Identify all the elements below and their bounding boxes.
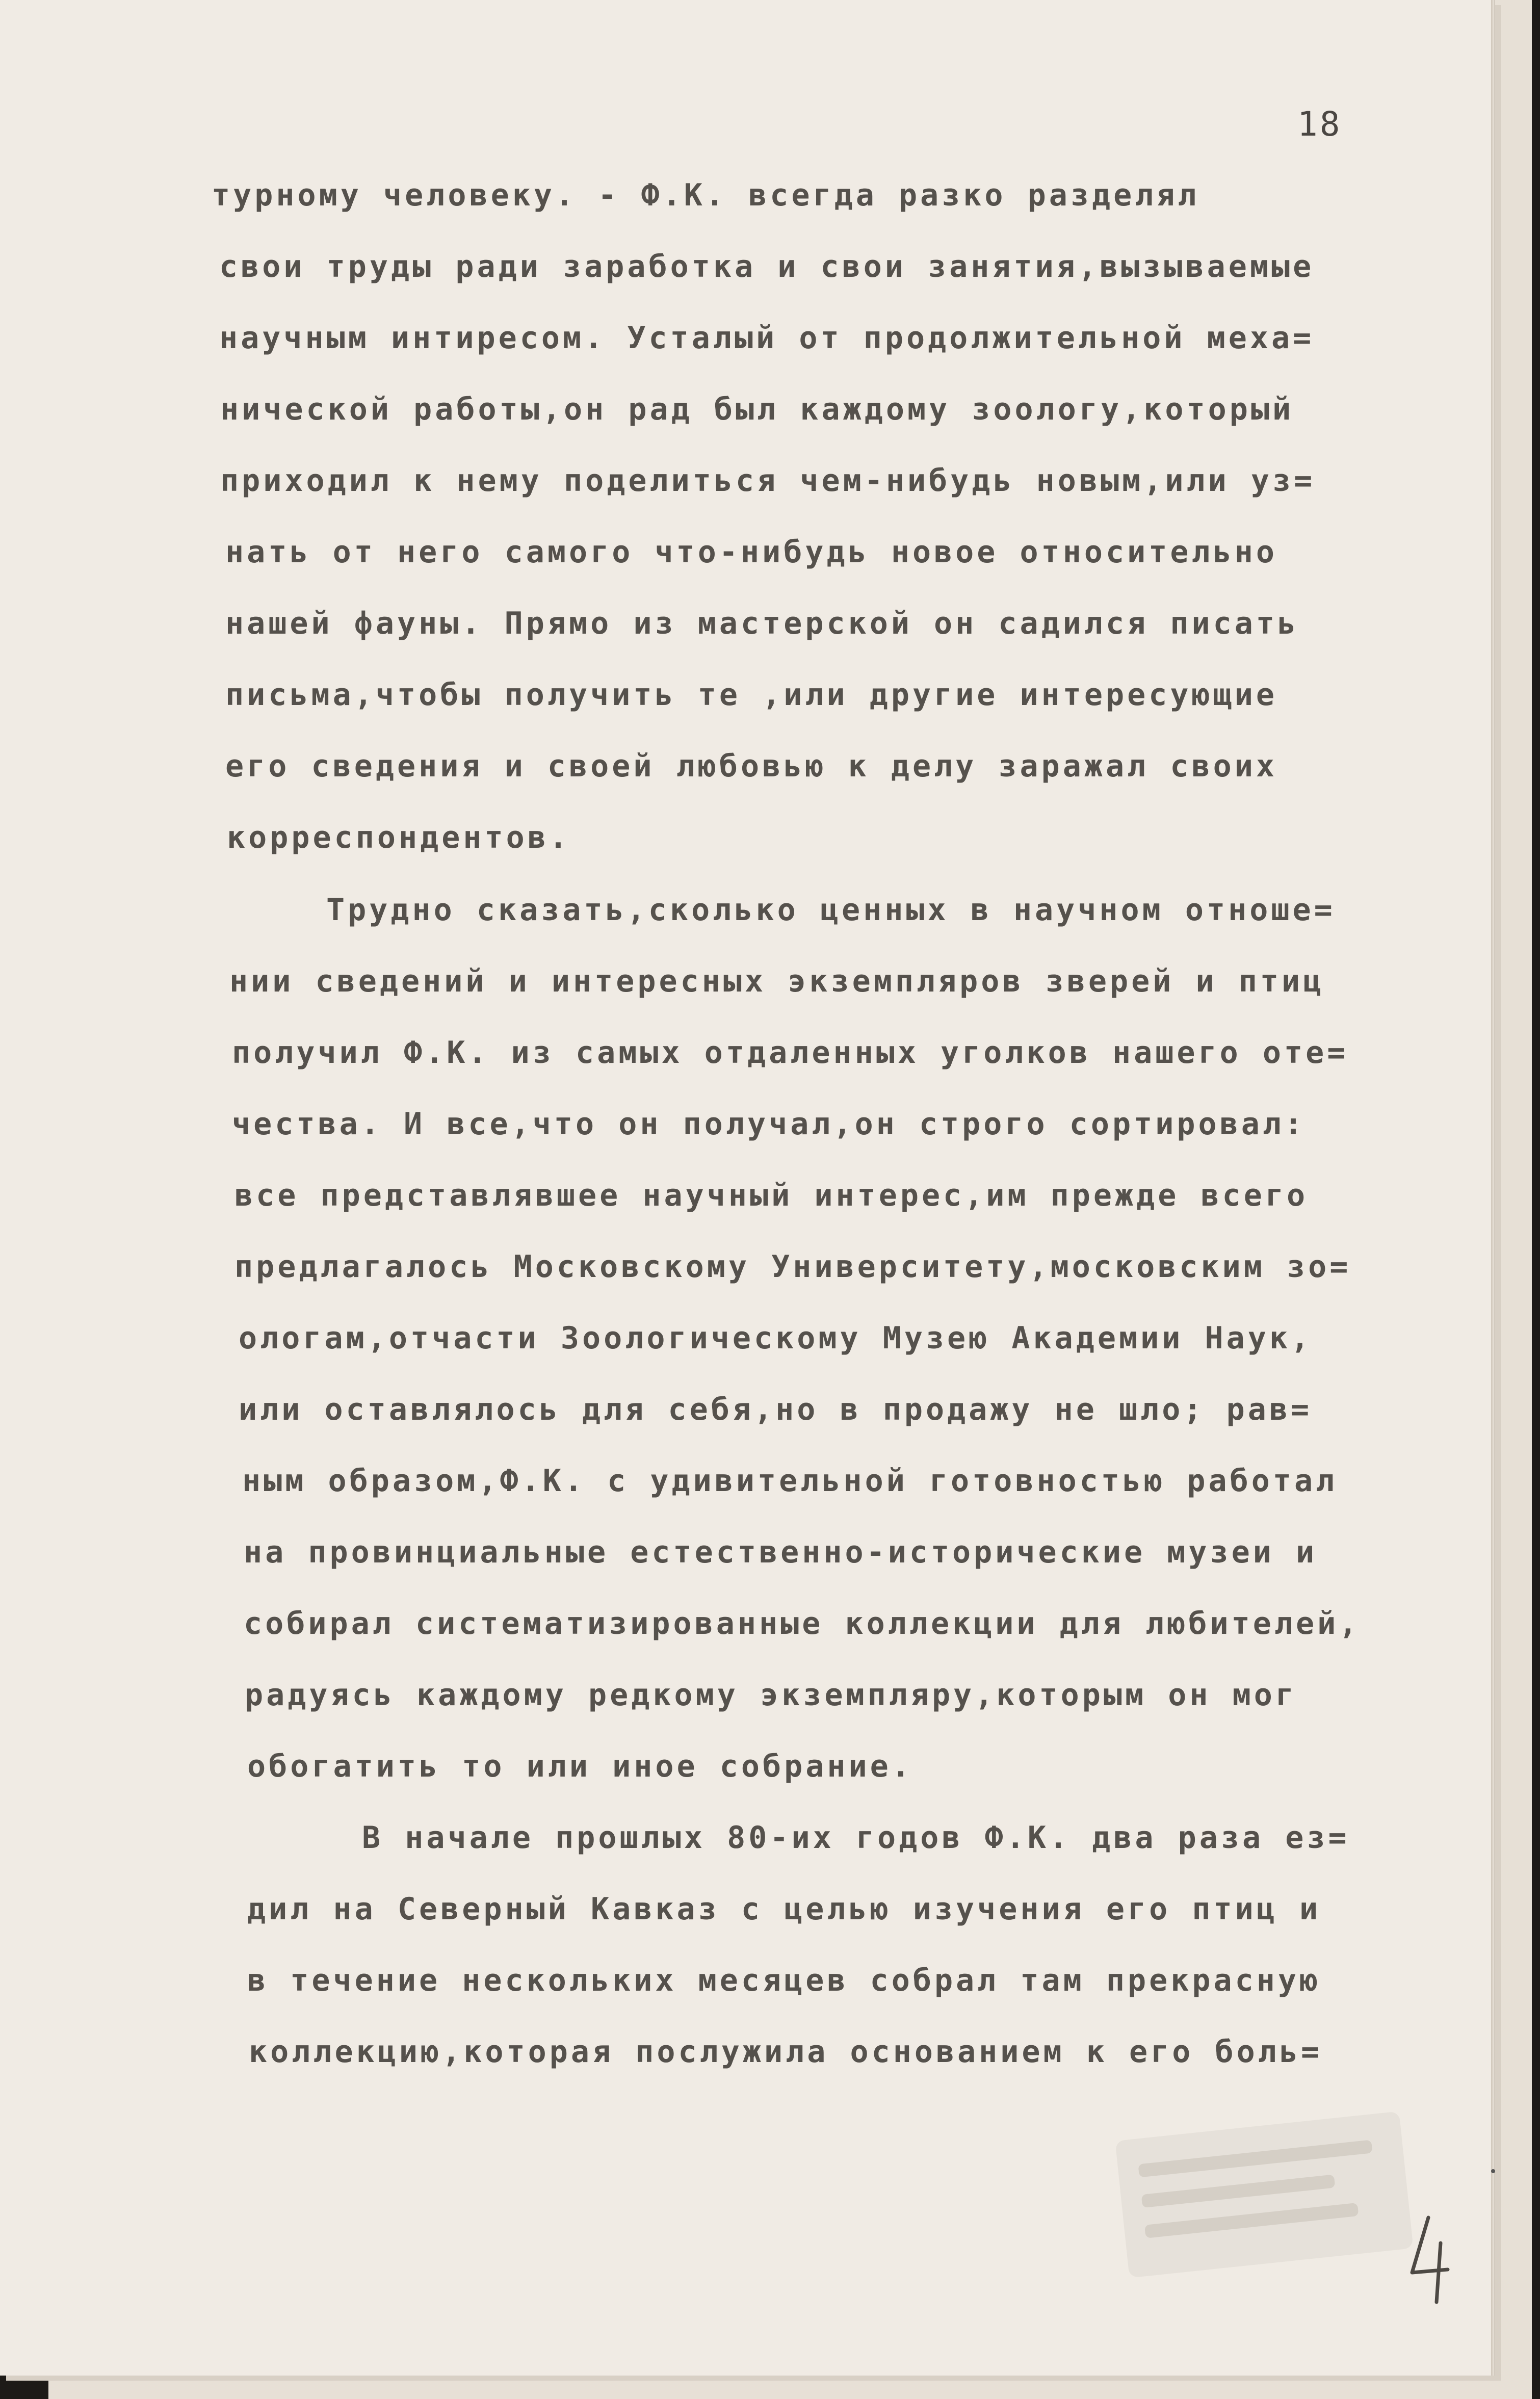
faint-stamp [1115, 2111, 1413, 2278]
text-line: обогатить то или иное собрание. [247, 1749, 913, 1784]
page-number: 18 [1297, 105, 1342, 144]
text-line: получил Ф.К. из самых отдаленных уголков нашего оте= [232, 1035, 1349, 1071]
ink-dot [1491, 2169, 1495, 2173]
text-line: собирал систематизированные коллекции для любителей, [244, 1606, 1361, 1641]
text-line: на провинциальные естественно-исторические музеи и [244, 1534, 1318, 1570]
text-line: радуясь каждому редкому экземпляру,которым он мог [245, 1677, 1297, 1713]
text-line: корреспондентов. [227, 820, 570, 855]
text-line: нической работы,он рад был каждому зоологу,который [220, 392, 1294, 427]
text-line: письма,чтобы получить те ,или другие интересующие [225, 677, 1278, 713]
text-line: приходил к нему поделиться чем-нибудь новым,или уз= [220, 463, 1316, 499]
text-line: свои труды ради заработка и свои занятия,вызываемые [219, 249, 1315, 284]
text-line: Трудно сказать,сколько ценных в научном отноше= [326, 892, 1336, 928]
text-line: ным образом,Ф.К. с удивительной готовностью работал [242, 1463, 1338, 1499]
text-line: дил на Северный Кавказ с целью изучения его птиц и [247, 1891, 1321, 1927]
text-line: все представлявшее научный интерес,им прежде всего [234, 1178, 1309, 1213]
text-line: в течение нескольких месяцев собрал там прекрасную [247, 1963, 1321, 1998]
text-line: предлагалось Московскому Университету,московским зо= [234, 1249, 1351, 1285]
text-line: нии сведений и интересных экземпляров зверей и птиц [229, 963, 1325, 999]
text-line: нать от него самого что-нибудь новое относительно [225, 534, 1278, 570]
text-line: его сведения и своей любовью к делу заражал своих [225, 748, 1278, 784]
text-line: турному человеку. - Ф.К. всегда разко разделял [212, 177, 1199, 213]
handwritten-sheet-number [1397, 2212, 1458, 2304]
text-line: коллекцию,которая послужила основанием к его боль= [249, 2034, 1323, 2070]
text-line: ологам,отчасти Зоологическому Музею Академии Наук, [239, 1320, 1313, 1356]
page-edge [1491, 0, 1494, 2376]
text-line: научным интиресом. Усталый от продолжительной меха= [219, 320, 1315, 356]
text-line: нашей фауны. Прямо из мастерской он садился писать [225, 606, 1299, 641]
text-line: В начале прошлых 80-их годов Ф.К. два раза ез= [362, 1820, 1350, 1856]
text-line: или оставлялось для себя,но в продажу не шло; рав= [239, 1392, 1313, 1427]
text-line: чества. И все,что он получал,он строго сортировал: [232, 1106, 1306, 1142]
